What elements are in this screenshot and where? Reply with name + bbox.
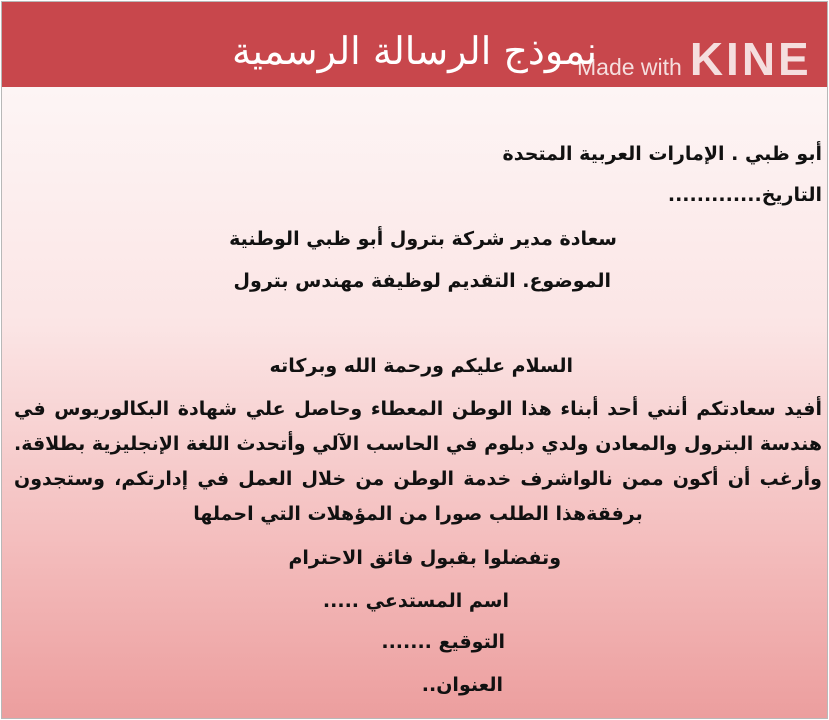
page-title: نموذج الرسالة الرسمية <box>231 29 597 73</box>
letter-applicant-name: اسم المستدعي ..... <box>322 590 509 612</box>
letter-place: أبو ظبي . الإمارات العربية المتحدة <box>502 143 822 165</box>
letter-greeting: السلام عليكم ورحمة الله وبركاته <box>269 355 573 377</box>
letter-date: التاريخ............. <box>667 184 822 206</box>
letter-address: العنوان.. <box>421 674 503 696</box>
letter-body: أفيد سعادتكم أنني أحد أبناء هذا الوطن المعطاء وحاصل علي شهادة البكالوريوس في هندسة البترول والمعادن ولدي دبلوم في الحاسب الآلي وأتحدث اللغة الإنجليزية بطلاقة. وأرغب أن أكون ممن نالواشرف خدمة الوطن من خلال العمل في إدارتكم، وستجدون برفقةهذا الطلب صورا من المؤهلات التي احملها <box>14 398 822 525</box>
letter-subject: الموضوع. التقديم لوظيفة مهندس بترول <box>233 270 611 292</box>
slide-frame <box>1 1 828 719</box>
letter-recipient: سعادة مدير شركة بترول أبو ظبي الوطنية <box>229 228 617 250</box>
watermark <box>577 32 812 86</box>
letter-closing: وتفضلوا بقبول فائق الاحترام <box>288 547 561 569</box>
watermark-brand: KINE <box>689 33 812 85</box>
watermark-small-text: Made with <box>577 54 682 80</box>
letter-signature: التوقيع ....... <box>381 631 505 653</box>
title-bar <box>2 2 827 87</box>
